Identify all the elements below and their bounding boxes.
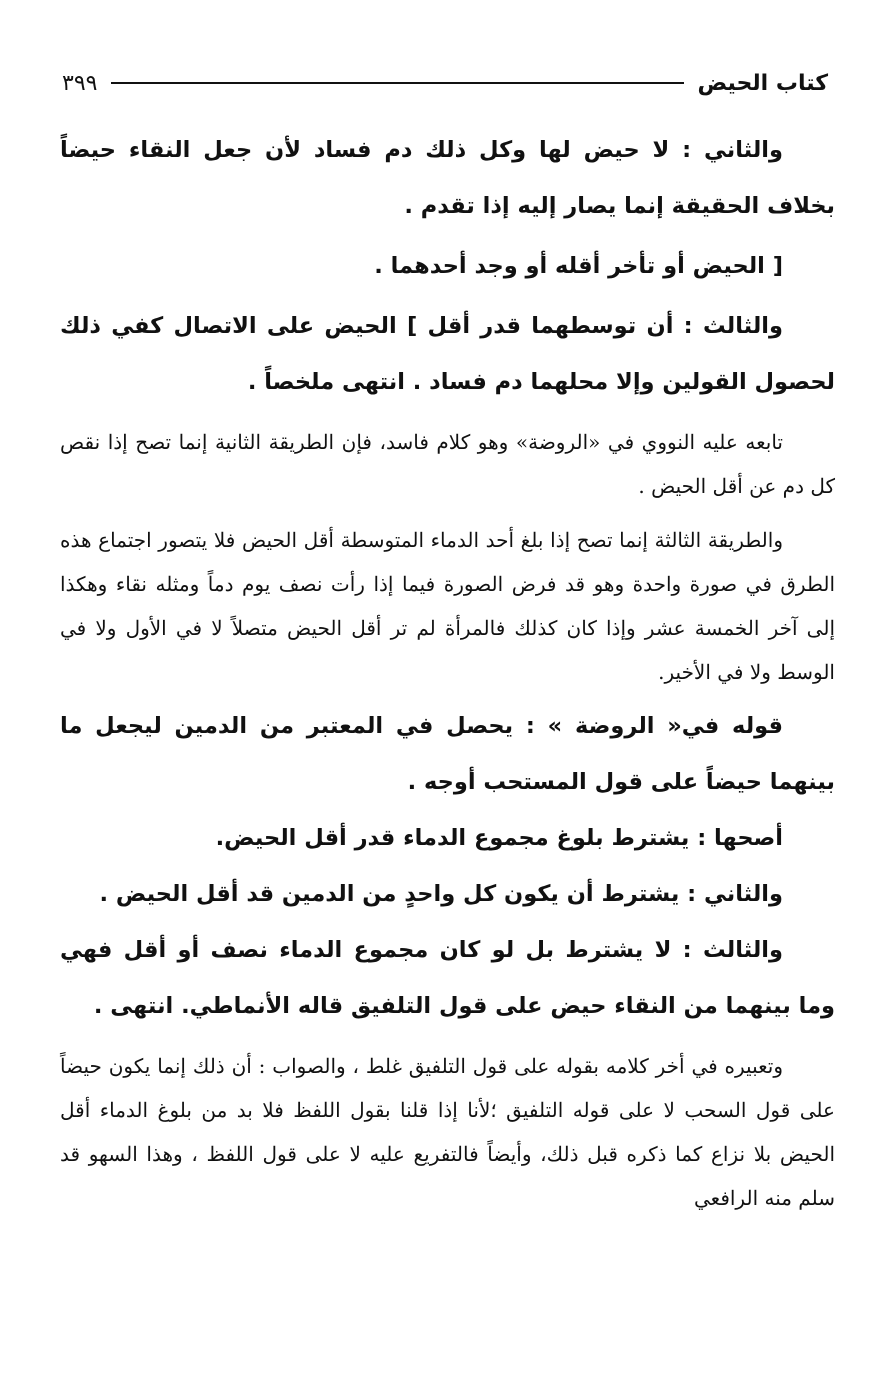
paragraph: [ الحيض أو تأخر أقله أو وجد أحدهما . [374,253,783,279]
running-header [62,66,828,100]
page-number: ٣٩٩ [62,70,98,96]
page-body [60,122,835,1220]
paragraph: والثاني : يشترط أن يكون كل واحدٍ من الدمين قد أقل الحيض . [99,881,783,907]
paragraph: والطريقة الثالثة إنما تصح إذا بلغ أحد الدماء المتوسطة أقل الحيض فلا يتصور اجتماع هذه الطرق في صورة واحدة وهو قد فرض الصورة فيما إذا رأت نصف يوم دماً ومثله نقاء وهكذا إلى آخر الخمسة عشر وإذا كان كذلك فالمرأة لم تر أقل الحيض متصلاً لا في الأول ولا في الوسط ولا في الأخير. [60,528,835,684]
paragraph: تابعه عليه النووي في «الروضة» وهو كلام فاسد، فإن الطريقة الثانية إنما تصح إذا نقص كل دم عن أقل الحيض . [60,430,835,498]
chapter-title: كتاب الحيض [697,70,828,96]
paragraph: والثالث : لا يشترط بل لو كان مجموع الدماء نصف أو أقل فهي وما بينهما من النقاء حيض على قول التلفيق قاله الأنماطي. انتهى . [60,937,835,1019]
paragraph: والثاني : لا حيض لها وكل ذلك دم فساد لأن جعل النقاء حيضاً بخلاف الحقيقة إنما يصار إليه إذا تقدم . [60,137,835,219]
paragraph: قوله في« الروضة » : يحصل في المعتبر من الدمين ليجعل ما بينهما حيضاً على قول المستحب أوجه . [60,713,835,795]
paragraph: وتعبيره في أخر كلامه بقوله على قول التلفيق غلط ، والصواب : أن ذلك إنما يكون حيضاً على قول السحب لا على قوله التلفيق ؛لأنا إذا قلنا بقول اللفظ فلا بد من بلوغ الدماء أقل الحيض بلا نزاع كما ذكره قبل ذلك، وأيضاً فالتفريع عليه لا على قول اللفظ ، وهذا السهو قد سلم منه الرافعي [60,1054,835,1210]
paragraph: والثالث : أن توسطهما قدر أقل ] الحيض على الاتصال كفي ذلك لحصول القولين وإلا محلهما دم فساد . انتهى ملخصاً . [60,313,835,395]
paragraph: أصحها : يشترط بلوغ مجموع الدماء قدر أقل الحيض. [215,825,783,851]
header-rule [111,82,683,84]
